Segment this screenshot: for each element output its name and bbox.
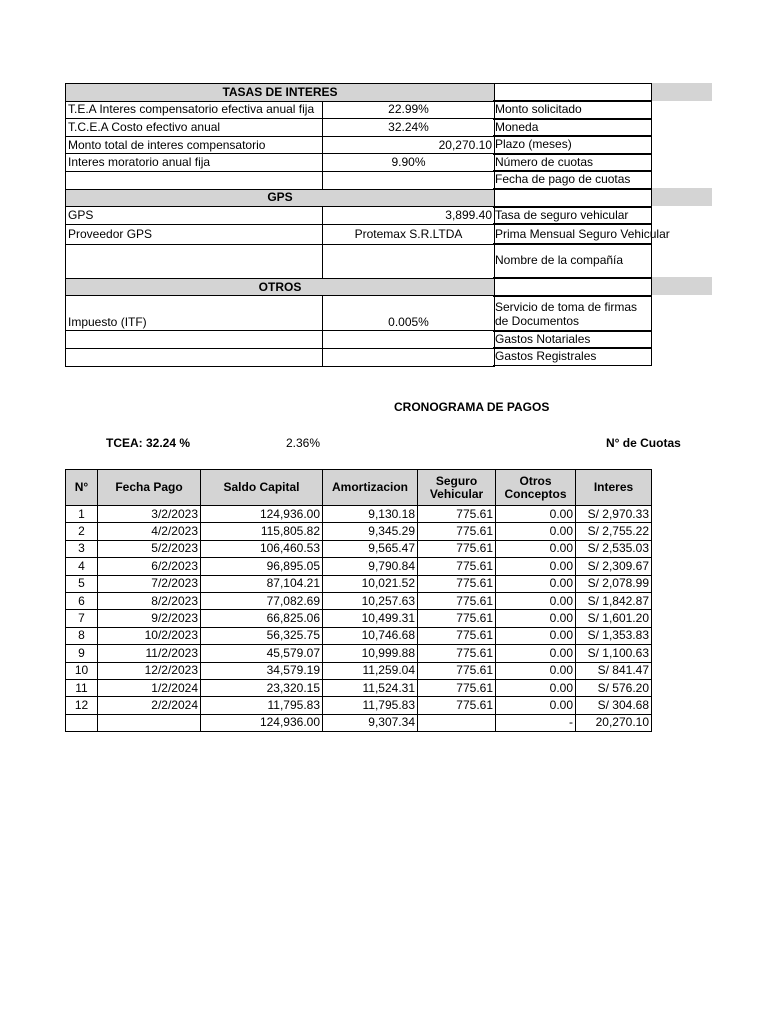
cell-n: 12 [66, 697, 98, 714]
empty-cell [418, 714, 496, 731]
tcea-label: T.C.E.A Costo efectivo anual [66, 119, 323, 137]
servicio-firmas-line1: Servicio de toma de firmas [495, 299, 638, 314]
table-row [66, 645, 652, 662]
gps-label: GPS [66, 207, 323, 225]
gps-header: GPS [66, 189, 495, 207]
cell-seguro: 775.61 [418, 575, 496, 592]
cell-amort: 11,259.04 [323, 662, 418, 679]
moratorio-label: Interes moratorio anual fija [66, 154, 323, 172]
cell-amort: 9,790.84 [323, 558, 418, 575]
table-row [66, 679, 652, 696]
empty-cell [66, 171, 323, 189]
cell-seguro: 775.61 [418, 506, 496, 523]
right-gray-bar [652, 83, 712, 101]
cell-interes: S/ 576.20 [576, 679, 652, 696]
col-header-otros-line1: Otros [519, 473, 552, 488]
cell-otros: 0.00 [496, 540, 576, 557]
empty-cell [493, 83, 652, 101]
cell-interes: S/ 1,601.20 [576, 610, 652, 627]
cell-seguro: 775.61 [418, 645, 496, 662]
cell-interes: S/ 1,353.83 [576, 627, 652, 644]
total-interes: 20,270.10 [576, 714, 652, 731]
cell-fecha: 6/2/2023 [98, 558, 201, 575]
cell-seguro: 775.61 [418, 697, 496, 714]
otros-header: OTROS [66, 278, 495, 296]
cell-saldo: 11,795.83 [201, 697, 323, 714]
cell-seguro: 775.61 [418, 679, 496, 696]
numero-cuotas-label: Número de cuotas [493, 154, 652, 172]
cell-interes: S/ 2,535.03 [576, 540, 652, 557]
cell-saldo: 124,936.00 [201, 506, 323, 523]
cell-interes: S/ 304.68 [576, 697, 652, 714]
cell-n: 11 [66, 679, 98, 696]
cell-fecha: 10/2/2023 [98, 627, 201, 644]
empty-cell [66, 348, 323, 366]
cell-fecha: 1/2/2024 [98, 679, 201, 696]
cell-interes: S/ 2,970.33 [576, 506, 652, 523]
cell-interes: S/ 1,842.87 [576, 592, 652, 609]
compania-label: Nombre de la compañía [493, 244, 652, 278]
cell-interes: S/ 2,078.99 [576, 575, 652, 592]
cell-saldo: 77,082.69 [201, 592, 323, 609]
cell-otros: 0.00 [496, 645, 576, 662]
cell-otros: 0.00 [496, 627, 576, 644]
cell-interes: S/ 841.47 [576, 662, 652, 679]
cell-saldo: 56,325.75 [201, 627, 323, 644]
prima-label: Prima Mensual Seguro Vehicular [493, 224, 652, 244]
table-row [66, 610, 652, 627]
cell-amort: 10,746.68 [323, 627, 418, 644]
cell-n: 4 [66, 558, 98, 575]
cell-seguro: 775.61 [418, 627, 496, 644]
cell-n: 10 [66, 662, 98, 679]
tcea-summary: TCEA: 32.24 % [106, 436, 191, 450]
table-row [66, 540, 652, 557]
table-row [66, 697, 652, 714]
cronograma-title: CRONOGRAMA DE PAGOS [394, 400, 550, 414]
cell-seguro: 775.61 [418, 558, 496, 575]
proveedor-value: Protemax S.R.LTDA [323, 224, 495, 244]
col-header-amort: Amortizacion [323, 470, 418, 506]
empty-cell [323, 348, 495, 366]
servicio-firmas-line2: de Documentos [495, 313, 580, 328]
cell-amort: 10,499.31 [323, 610, 418, 627]
cell-n: 9 [66, 645, 98, 662]
empty-cell [66, 714, 98, 731]
empty-cell [323, 171, 495, 189]
cell-otros: 0.00 [496, 697, 576, 714]
tcea-value: 32.24% [323, 119, 495, 137]
cell-otros: 0.00 [496, 506, 576, 523]
cuotas-summary: N° de Cuotas [606, 436, 681, 450]
cell-amort: 9,130.18 [323, 506, 418, 523]
moneda-label: Moneda [493, 119, 652, 137]
empty-cell [98, 714, 201, 731]
table-row [66, 506, 652, 523]
empty-cell [493, 189, 652, 207]
rate-summary: 2.36% [286, 436, 321, 450]
table-row [66, 575, 652, 592]
col-header-fecha: Fecha Pago [98, 470, 201, 506]
tasas-header: TASAS DE INTERES [66, 84, 495, 102]
schedule-table [65, 469, 652, 732]
gps-value: 3,899.40 [323, 207, 495, 225]
servicio-firmas-label [493, 296, 652, 331]
col-header-interes: Interes [576, 470, 652, 506]
table-row [66, 592, 652, 609]
cell-seguro: 775.61 [418, 540, 496, 557]
total-amort: 9,307.34 [323, 714, 418, 731]
cell-n: 8 [66, 627, 98, 644]
cell-amort: 11,524.31 [323, 679, 418, 696]
cell-saldo: 66,825.06 [201, 610, 323, 627]
cell-seguro: 775.61 [418, 592, 496, 609]
cell-otros: 0.00 [496, 679, 576, 696]
cell-interes: S/ 2,309.67 [576, 558, 652, 575]
right-gray-bar [652, 277, 712, 295]
table-row [66, 558, 652, 575]
cell-n: 1 [66, 506, 98, 523]
tea-label: T.E.A Interes compensatorio efectiva anual fija [66, 101, 323, 119]
cell-n: 5 [66, 575, 98, 592]
cell-n: 7 [66, 610, 98, 627]
col-header-n: N° [66, 470, 98, 506]
cell-interes: S/ 1,100.63 [576, 645, 652, 662]
table-row [66, 523, 652, 540]
tasa-seguro-label: Tasa de seguro vehicular [493, 207, 652, 225]
cell-saldo: 115,805.82 [201, 523, 323, 540]
cell-saldo: 87,104.21 [201, 575, 323, 592]
cell-amort: 9,565.47 [323, 540, 418, 557]
cell-saldo: 34,579.19 [201, 662, 323, 679]
monto-solicitado-label: Monto solicitado [493, 101, 652, 119]
cell-fecha: 4/2/2023 [98, 523, 201, 540]
cell-seguro: 775.61 [418, 662, 496, 679]
empty-cell [323, 331, 495, 349]
totals-row [66, 714, 652, 731]
tea-value: 22.99% [323, 101, 495, 119]
table-row [66, 627, 652, 644]
total-otros: - [496, 714, 576, 731]
cell-fecha: 9/2/2023 [98, 610, 201, 627]
cell-n: 3 [66, 540, 98, 557]
cell-saldo: 23,320.15 [201, 679, 323, 696]
fecha-pago-label: Fecha de pago de cuotas [493, 171, 652, 189]
cell-otros: 0.00 [496, 610, 576, 627]
col-header-seguro-line2: Vehicular [429, 486, 484, 501]
moratorio-value: 9.90% [323, 154, 495, 172]
plazo-label: Plazo (meses) [493, 136, 652, 154]
total-saldo: 124,936.00 [201, 714, 323, 731]
itf-label: Impuesto (ITF) [66, 296, 323, 331]
cell-amort: 11,795.83 [323, 697, 418, 714]
cell-saldo: 106,460.53 [201, 540, 323, 557]
cell-fecha: 2/2/2024 [98, 697, 201, 714]
cell-saldo: 96,895.05 [201, 558, 323, 575]
cell-otros: 0.00 [496, 575, 576, 592]
cell-fecha: 8/2/2023 [98, 592, 201, 609]
cell-saldo: 45,579.07 [201, 645, 323, 662]
table-row [66, 662, 652, 679]
col-header-otros [496, 470, 576, 506]
empty-cell [493, 278, 652, 296]
cell-otros: 0.00 [496, 662, 576, 679]
cell-n: 2 [66, 523, 98, 540]
cell-amort: 10,999.88 [323, 645, 418, 662]
info-table [65, 83, 495, 367]
empty-cell [323, 244, 495, 278]
cell-fecha: 11/2/2023 [98, 645, 201, 662]
cell-n: 6 [66, 592, 98, 609]
empty-cell [66, 244, 323, 278]
empty-cell [66, 331, 323, 349]
cell-fecha: 7/2/2023 [98, 575, 201, 592]
cell-amort: 10,257.63 [323, 592, 418, 609]
col-header-seguro-line1: Seguro [435, 473, 478, 488]
monto-interes-value: 20,270.10 [323, 136, 495, 154]
cell-interes: S/ 2,755.22 [576, 523, 652, 540]
col-header-otros-line2: Conceptos [504, 486, 567, 501]
itf-value: 0.005% [323, 296, 495, 331]
col-header-seguro [418, 470, 496, 506]
cell-seguro: 775.61 [418, 610, 496, 627]
gastos-registrales-label: Gastos Registrales [493, 348, 652, 366]
right-labels [493, 83, 670, 366]
cell-fecha: 3/2/2023 [98, 506, 201, 523]
cell-otros: 0.00 [496, 592, 576, 609]
gastos-notariales-label: Gastos Notariales [493, 331, 652, 349]
cell-amort: 10,021.52 [323, 575, 418, 592]
cell-otros: 0.00 [496, 558, 576, 575]
cell-fecha: 5/2/2023 [98, 540, 201, 557]
cell-otros: 0.00 [496, 523, 576, 540]
cell-seguro: 775.61 [418, 523, 496, 540]
proveedor-label: Proveedor GPS [66, 224, 323, 244]
monto-interes-label: Monto total de interes compensatorio [66, 136, 323, 154]
cell-fecha: 12/2/2023 [98, 662, 201, 679]
cell-amort: 9,345.29 [323, 523, 418, 540]
col-header-saldo: Saldo Capital [201, 470, 323, 506]
right-gray-bar [652, 188, 712, 206]
